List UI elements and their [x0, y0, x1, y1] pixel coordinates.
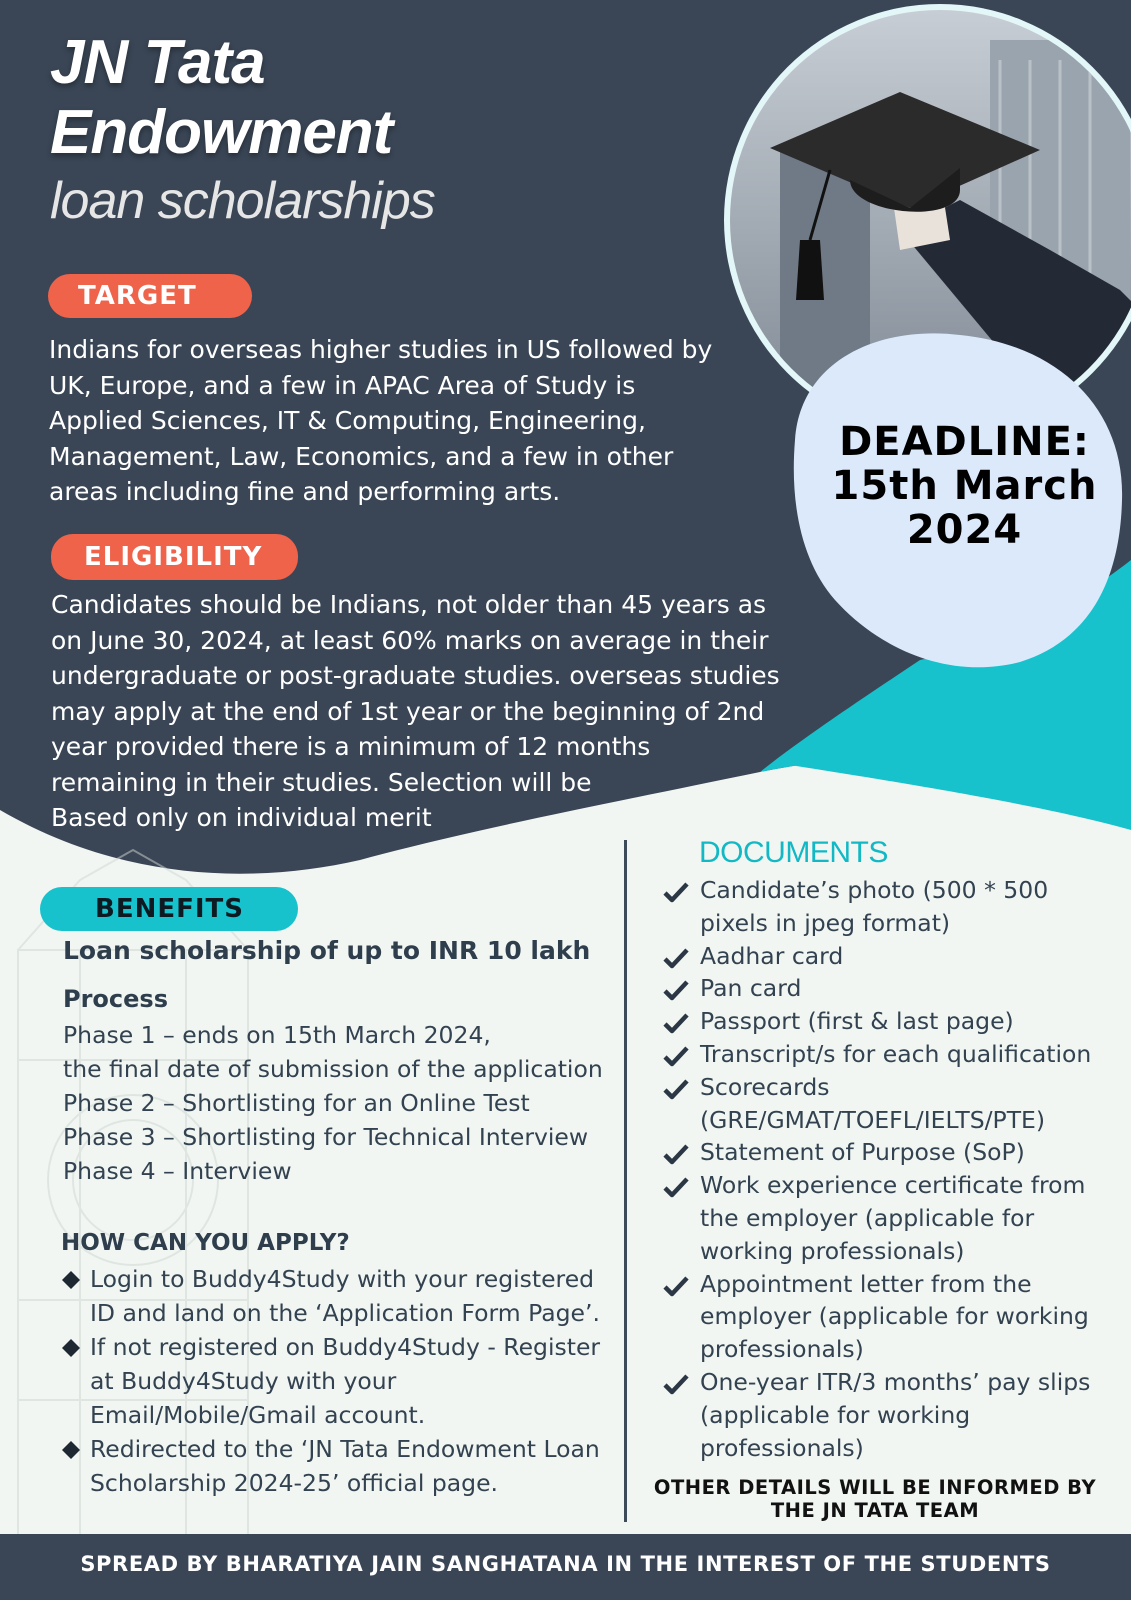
checkmark-icon	[663, 1275, 689, 1297]
document-item	[662, 1366, 1112, 1464]
checkmark-icon	[663, 1176, 689, 1198]
documents-list	[662, 874, 1112, 1464]
diamond-icon	[62, 1441, 80, 1459]
documents-heading: DOCUMENTS	[699, 836, 888, 869]
checkmark-icon	[663, 1373, 689, 1395]
apply-heading: HOW CAN YOU APPLY?	[61, 1230, 350, 1256]
deadline-block	[812, 420, 1117, 552]
deadline-date-line-1: 15th March	[831, 463, 1098, 509]
process-line: Phase 3 – Shortlisting for Technical Interview	[63, 1123, 589, 1151]
apply-item	[60, 1432, 620, 1500]
process-list	[63, 1018, 623, 1188]
document-item-text: Transcript/s for each qualification	[700, 1039, 1092, 1068]
apply-item-text: Redirected to the ‘JN Tata Endowment Loan Scholarship 2024-25’ official page.	[90, 1435, 600, 1497]
checkmark-icon	[663, 1045, 689, 1067]
title-line-2: Endowment	[50, 98, 393, 167]
checkmark-icon	[663, 1143, 689, 1165]
deadline-label: DEADLINE:	[839, 419, 1090, 465]
deadline-date-line-2: 2024	[906, 507, 1023, 553]
checkmark-icon	[663, 1012, 689, 1034]
process-heading: Process	[63, 985, 168, 1013]
document-item-text: Passport (first & last page)	[700, 1007, 1014, 1036]
document-item-text: Scorecards (GRE/GMAT/TOEFL/IELTS/PTE)	[700, 1072, 1046, 1134]
footer-text: SPREAD BY BHARATIYA JAIN SANGHATANA IN THE INTEREST OF THE STUDENTS	[80, 1552, 1051, 1576]
title	[50, 28, 392, 168]
benefits-badge: BENEFITS	[40, 887, 298, 931]
process-line: the final date of submission of the application	[63, 1055, 603, 1083]
process-line: Phase 2 – Shortlisting for an Online Test	[63, 1089, 530, 1117]
diamond-icon	[62, 1339, 80, 1357]
document-item-text: Aadhar card	[700, 941, 844, 970]
benefits-main: Loan scholarship of up to INR 10 lakh	[63, 936, 591, 965]
document-item	[662, 1268, 1112, 1366]
checkmark-icon	[663, 979, 689, 1001]
column-divider	[624, 840, 627, 1522]
eligibility-badge: ELIGIBILITY	[51, 534, 298, 580]
footer-bar	[0, 1534, 1131, 1600]
document-item-text: Candidate’s photo (500 * 500 pixels in jpeg format)	[700, 876, 1049, 937]
diamond-icon	[62, 1271, 80, 1289]
document-item	[662, 1136, 1112, 1169]
document-item-text: Appointment letter from the employer (applicable for working professionals)	[700, 1269, 1089, 1364]
document-item	[662, 874, 1112, 940]
checkmark-icon	[663, 881, 689, 903]
document-item	[662, 972, 1112, 1005]
document-item	[662, 1071, 1112, 1137]
apply-list	[60, 1262, 620, 1500]
apply-item-text: Login to Buddy4Study with your registered ID and land on the ‘Application Form Page’.	[90, 1265, 600, 1327]
document-item	[662, 1038, 1112, 1071]
other-details-note: OTHER DETAILS WILL BE INFORMED BY THE JN TATA TEAM	[653, 1476, 1097, 1522]
target-badge: TARGET	[48, 274, 252, 318]
target-text: Indians for overseas higher studies in US followed by UK, Europe, and a few in APAC Area of Study is Applied Sciences, IT & Computing, Engineering, Management, Law, Economics, and a few in other areas including fine and performing arts.	[49, 335, 713, 506]
document-item-text: Work experience certificate from the employer (applicable for working professionals)	[700, 1171, 1086, 1265]
apply-item-text: If not registered on Buddy4Study - Register at Buddy4Study with your Email/Mobile/Gmail account.	[90, 1333, 601, 1429]
document-item-text: Pan card	[700, 974, 802, 1003]
eligibility-text: Candidates should be Indians, not older than 45 years as on June 30, 2024, at least 60% marks on average in their undergraduate or post-graduate studies. overseas studies may apply at the end of 1st year or the beginning of 2nd year provided there is a minimum of 12 months remaining in their studies. Selection will be Based only on individual merit	[51, 590, 780, 832]
checkmark-icon	[663, 1078, 689, 1100]
document-item	[662, 1169, 1112, 1267]
process-line: Phase 1 – ends on 15th March 2024,	[63, 1021, 491, 1049]
title-line-1: JN Tata	[50, 28, 265, 97]
document-item	[662, 1005, 1112, 1038]
process-line: Phase 4 – Interview	[63, 1157, 292, 1185]
document-item-text: Statement of Purpose (SoP)	[700, 1138, 1025, 1167]
subtitle: loan scholarships	[50, 172, 435, 230]
document-item-text: One-year ITR/3 months’ pay slips (applicable for working professionals)	[700, 1367, 1091, 1462]
checkmark-icon	[663, 947, 689, 969]
apply-item	[60, 1330, 620, 1432]
document-item	[662, 940, 1112, 973]
apply-item	[60, 1262, 620, 1330]
